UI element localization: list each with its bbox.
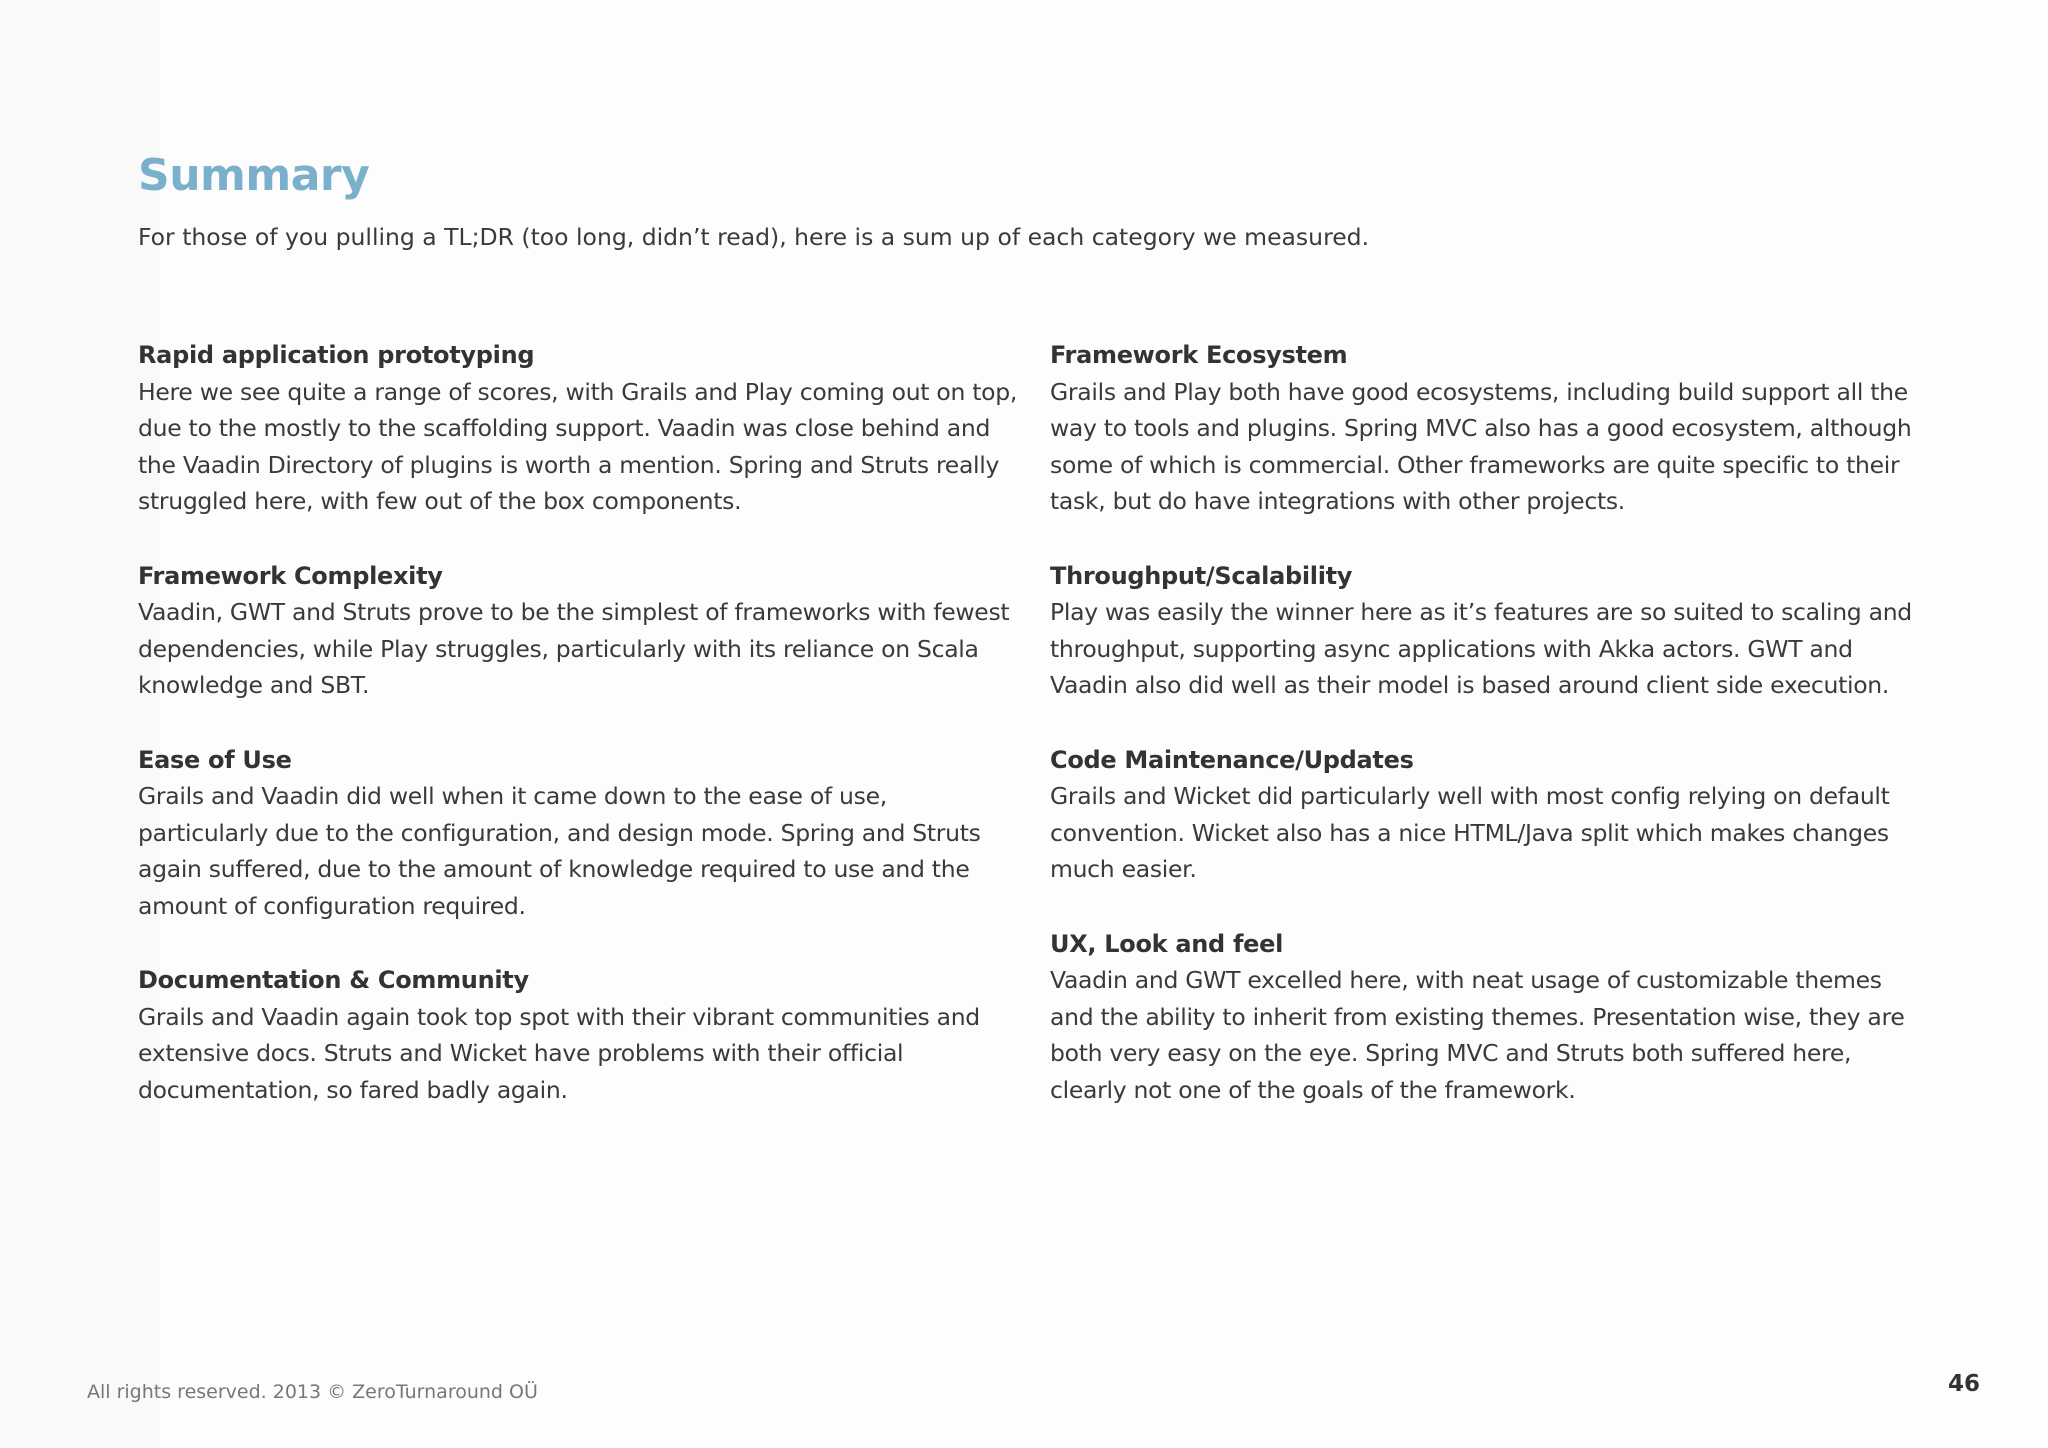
section-body: Here we see quite a range of scores, with Grails and Play coming out on top, due to the mostly to the scaffolding support. Vaadin was close behind and the Vaadin Directory of plugins is worth a mention. Spring and Struts really struggled here, with few out of the box components. [138, 377, 1017, 515]
section-body: Vaadin and GWT excelled here, with neat usage of customizable themes and the ability to inherit from existing themes. Presentation wise, they are both very easy on the eye. Spring MVC and Struts both suffered here, clearly not one of the goals of the framework. [1050, 966, 1905, 1104]
section-heading: Code Maintenance/Updates [1050, 745, 1414, 774]
section-body: Grails and Vaadin did well when it came down to the ease of use, particularly due to the configuration, and design mode. Spring and Struts again suffered, due to the amount of knowledge required to use and the amount of configuration required. [138, 782, 981, 920]
section-body: Vaadin, GWT and Struts prove to be the simplest of frameworks with fewest dependencies, while Play struggles, particularly with its reliance on Scala knowledge and SBT. [138, 598, 1010, 699]
right-column [1050, 337, 1930, 1146]
section-code-maintenance [1050, 742, 1930, 888]
section-body: Grails and Wicket did particularly well with most config relying on default convention. Wicket also has a nice HTML/Java split which makes changes much easier. [1050, 782, 1890, 883]
section-body: Play was easily the winner here as it’s features are so suited to scaling and throughput, supporting async applications with Akka actors. GWT and Vaadin also did well as their model is based around client side execution. [1050, 598, 1912, 699]
section-heading: Framework Ecosystem [1050, 341, 1348, 369]
section-heading: Framework Complexity [138, 561, 443, 590]
section-heading: Rapid application prototyping [138, 341, 535, 369]
page-number: 46 [1947, 1371, 1980, 1397]
section-ux-look-feel [1050, 926, 1930, 1109]
left-column [138, 337, 1018, 1146]
section-heading: Throughput/Scalability [1050, 561, 1353, 590]
section-heading: UX, Look and feel [1050, 929, 1283, 958]
page-title: Summary [138, 150, 370, 201]
section-documentation-community [138, 962, 1018, 1108]
section-body: Grails and Vaadin again took top spot with their vibrant communities and extensive docs. Struts and Wicket have problems with their official documentation, so fared badly again. [138, 1002, 980, 1104]
section-heading: Documentation & Community [138, 966, 529, 994]
section-rapid-prototyping [138, 337, 1018, 520]
section-framework-complexity [138, 558, 1018, 704]
intro-text: For those of you pulling a TL;DR (too long, didn’t read), here is a sum up of each category we measured. [138, 223, 1370, 251]
footer-copyright: All rights reserved. 2013 © ZeroTurnaround OÜ [87, 1381, 538, 1403]
section-heading: Ease of Use [138, 745, 292, 774]
section-throughput-scalability [1050, 558, 1930, 704]
left-margin-shade [0, 0, 160, 1448]
section-framework-ecosystem [1050, 337, 1930, 520]
section-body: Grails and Play both have good ecosystems, including build support all the way to tools and plugins. Spring MVC also has a good ecosystem, although some of which is commercial. Other frameworks are quite specific to their task, but do have integrations with other projects. [1050, 377, 1912, 515]
section-ease-of-use [138, 742, 1018, 925]
